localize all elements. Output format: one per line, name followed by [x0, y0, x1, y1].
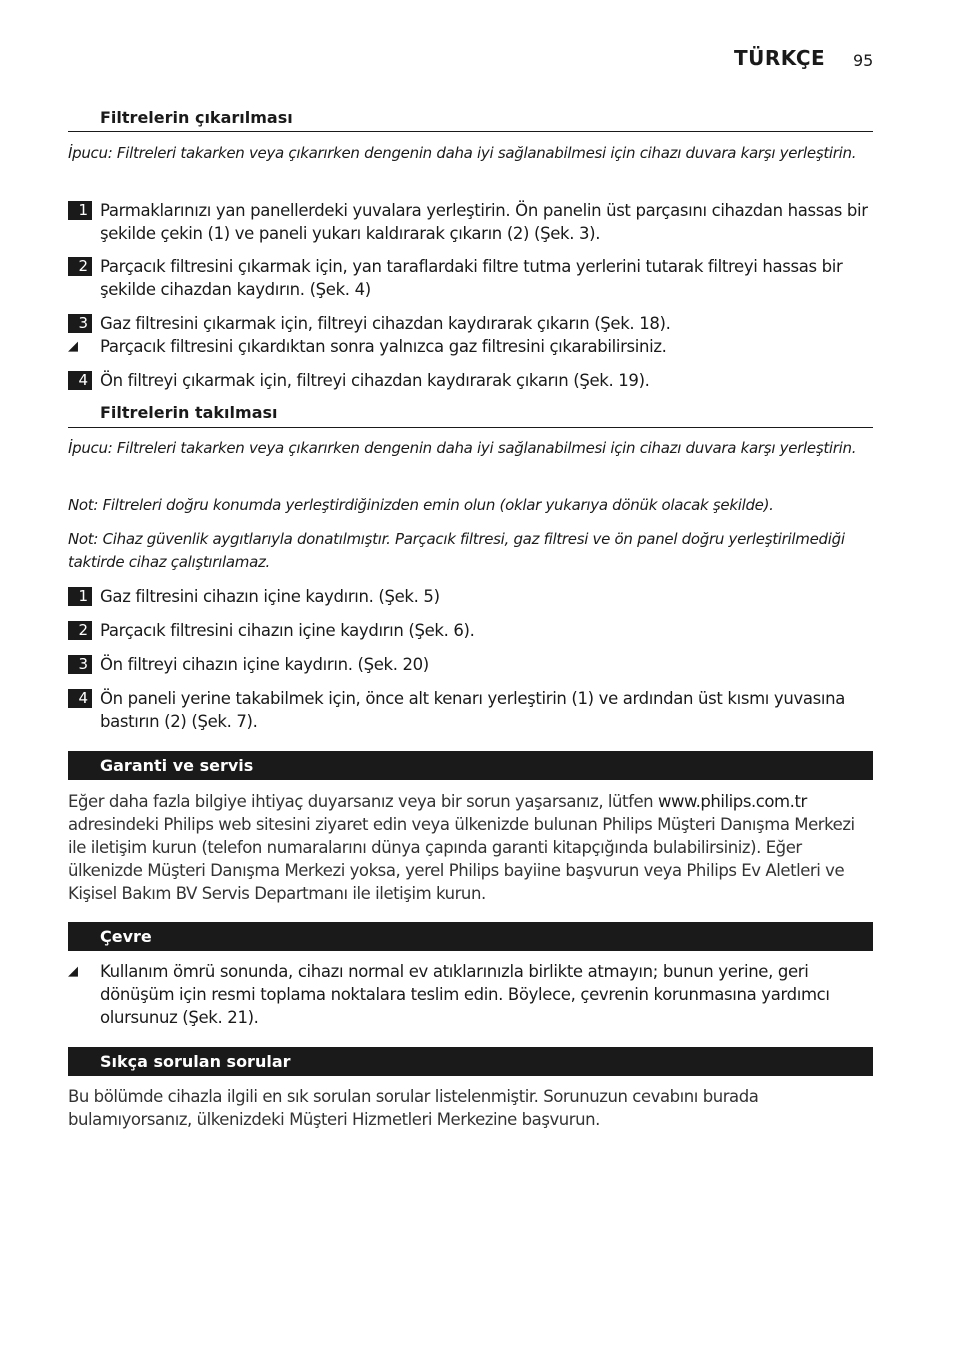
warranty-paragraph: [68, 790, 873, 905]
step-number: 2: [68, 621, 92, 640]
tip-text: İpucu: Filtreleri takarken veya çıkarırken dengenin daha iyi sağlanabilmesi için cihazı duvara karşı yerleştirin.: [68, 144, 857, 162]
section-title-removal: Filtrelerin çıkarılması: [100, 108, 293, 127]
divider: [68, 131, 873, 132]
step-number: 4: [68, 689, 92, 708]
note-text: Not: Filtreleri doğru konumda yerleştirdiğinizden emin olun (oklar yukarıya dönük olacak şekilde).: [68, 496, 774, 514]
step-text: Gaz filtresini cihazın içine kaydırın. (Şek. 5): [100, 587, 440, 606]
step-number: 1: [68, 587, 92, 606]
step-number: 1: [68, 201, 92, 220]
section-band: [68, 922, 873, 951]
bullet-text: Parçacık filtresini çıkardıktan sonra yalnızca gaz filtresini çıkarabilirsiniz.: [100, 337, 667, 356]
bullet-icon: ◢: [68, 339, 78, 354]
language-label: TÜRKÇE: [734, 46, 826, 70]
bullet-text: Kullanım ömrü sonunda, cihazı normal ev atıklarınızla birlikte atmayın; bunun yerine, geri dönüşüm için resmi toplama noktalara teslim edin. Böylece, çevrenin korunmasına yardımcı olursunuz (Şek. 21).: [100, 962, 830, 1027]
note-text: Not: Cihaz güvenlik aygıtlarıyla donatılmıştır. Parçacık filtresi, gaz filtresi ve ön panel doğru yerleştirilmediği taktirde cihaz çalıştırılamaz.: [68, 530, 845, 571]
warranty-text: adresindeki Philips web sitesini ziyaret edin veya ülkenizde bulunan Philips Müşteri Danışma Merkezi ile iletişim kurun (telefon numaralarını dünya çapında garanti kitapçığında bulabilirsiniz). Eğer ülkenizde Müşteri Danışma Merkezi yoksa, yerel Philips bayiine başvurun veya Philips Ev Aletleri ve Kişisel Bakım BV Servis Departmanı ile iletişim kurun.: [68, 815, 855, 903]
step-text: Parçacık filtresini cihazın içine kaydırın (Şek. 6).: [100, 621, 475, 640]
page-number: 95: [853, 51, 874, 70]
divider: [68, 427, 873, 428]
step-text: Gaz filtresini çıkarmak için, filtreyi cihazdan kaydırarak çıkarın (Şek. 18).: [100, 314, 671, 333]
section-title-faq: Sıkça sorulan sorular: [100, 1052, 291, 1071]
warranty-text: Eğer daha fazla bilgiye ihtiyaç duyarsanız veya bir sorun yaşarsanız, lütfen: [68, 792, 658, 811]
step-text: Ön filtreyi cihazın içine kaydırın. (Şek. 20): [100, 655, 429, 674]
step-number: 2: [68, 257, 92, 276]
step-text: Ön paneli yerine takabilmek için, önce alt kenarı yerleştirin (1) ve ardından üst kısmı yuvasına bastırın (2) (Şek. 7).: [100, 689, 845, 731]
step-number: 3: [68, 314, 92, 333]
faq-paragraph: Bu bölümde cihazla ilgili en sık sorulan sorular listelenmiştir. Sorunuzun cevabını burada bulamıyorsanız, ülkenizdeki Müşteri Hizmetleri Merkezine başvurun.: [68, 1087, 759, 1129]
step-number: 3: [68, 655, 92, 674]
section-title-warranty: Garanti ve servis: [100, 756, 254, 775]
section-title-install: Filtrelerin takılması: [100, 403, 278, 422]
philips-link[interactable]: www.philips.com.tr: [657, 792, 807, 811]
section-title-environment: Çevre: [100, 927, 152, 946]
tip-text: İpucu: Filtreleri takarken veya çıkarırken dengenin daha iyi sağlanabilmesi için cihazı duvara karşı yerleştirin.: [68, 439, 857, 457]
step-text: Parmaklarınızı yan panellerdeki yuvalara yerleştirin. Ön panelin üst parçasını cihazdan hassas bir şekilde çekin (1) ve paneli yukarı kaldırarak çıkarın (2) (Şek. 3).: [100, 201, 868, 243]
bullet-icon: ◢: [68, 964, 78, 979]
step-text: Parçacık filtresini çıkarmak için, yan taraflardaki filtre tutma yerlerini tutarak filtreyi hassas bir şekilde cihazdan kaydırın. (Şek. 4): [100, 257, 843, 299]
step-number: 4: [68, 371, 92, 390]
step-text: Ön filtreyi çıkarmak için, filtreyi cihazdan kaydırarak çıkarın (Şek. 19).: [100, 371, 650, 390]
